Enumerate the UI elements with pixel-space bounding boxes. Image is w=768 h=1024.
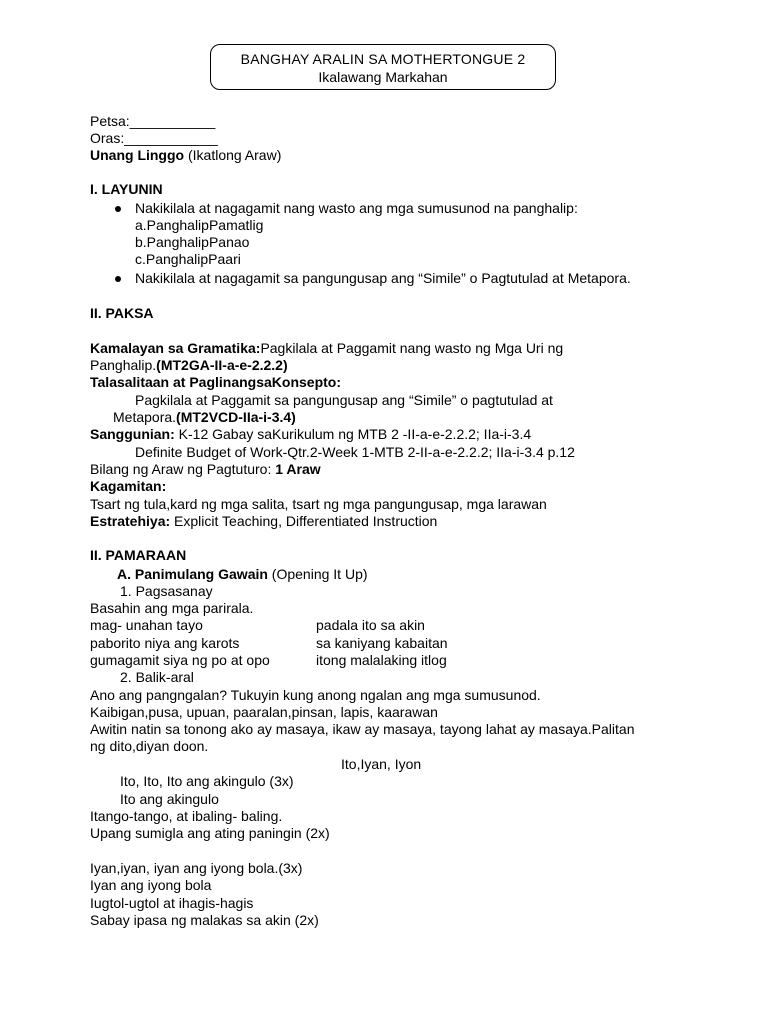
song-line: Iyan ang iyong bola xyxy=(90,877,212,893)
bullet-icon xyxy=(115,206,121,212)
estratehiya-label: Estratehiya: xyxy=(90,513,171,529)
layunin-item-2: Nakikilala at nagagamit sa pangungusap ang “Simile” o Pagtutulad at Metapora. xyxy=(135,270,631,286)
song-line: Ito ang akingulo xyxy=(120,791,219,807)
kamalayan-text: Pagkilala at Paggamit nang wasto ng Mga Uri ng xyxy=(260,340,564,356)
layunin-sub-a: a.PanghalipPamatlig xyxy=(135,217,264,233)
kamalayan-code: (MT2GA-II-a-e-2.2.2) xyxy=(156,357,288,373)
step-1: 1. Pagsasanay xyxy=(120,583,213,599)
paksa-heading: II. PAKSA xyxy=(90,305,154,321)
layunin-heading: I. LAYUNIN xyxy=(90,181,163,197)
kamalayan-label: Kamalayan sa Gramatika: xyxy=(90,340,261,356)
panimulang-rest: (Opening It Up) xyxy=(267,566,368,582)
oras-line: Oras:____________ xyxy=(90,130,218,146)
kamalayan-text-2: Panghalip. xyxy=(90,357,157,373)
week-rest: (Ikatlong Araw) xyxy=(184,147,282,163)
talasalitaan-text: Pagkilala at Paggamit sa pangungusap ang “Simile” o pagtutulad at xyxy=(135,392,553,408)
song-line: Upang sumigla ang ating paningin (2x) xyxy=(90,825,330,841)
sanggunian-label: Sanggunian: xyxy=(90,426,175,442)
balik-aral-q4: ng dito,diyan doon. xyxy=(90,738,209,754)
layunin-sub-b: b.PanghalipPanao xyxy=(135,234,250,250)
panimulang-label: A. Panimulang Gawain xyxy=(117,566,268,582)
sanggunian-text: K-12 Gabay saKurikulum ng MTB 2 -II-a-e-2.2.2; IIa-i-3.4 xyxy=(174,426,532,442)
panimulang-line xyxy=(117,566,368,583)
song-line: Itango-tango, at ibaling- baling. xyxy=(90,808,283,824)
week-line xyxy=(90,147,281,164)
kagamitan-label: Kagamitan: xyxy=(90,478,167,494)
song-line: Sabay ipasa ng malakas sa akin (2x) xyxy=(90,912,319,928)
estratehiya-line xyxy=(90,513,437,530)
bullet-icon xyxy=(115,276,121,282)
week-bold: Unang Linggo xyxy=(90,147,185,163)
song-line: Ito, Ito, Ito ang akingulo (3x) xyxy=(120,773,294,789)
document-subtitle: Ikalawang Markahan xyxy=(318,69,448,85)
phrase-left: mag- unahan tayo xyxy=(90,617,203,633)
layunin-item-1: Nakikilala at nagagamit nang wasto ang mga sumusunod na panghalip: xyxy=(135,200,578,216)
talasalitaan-label: Talasalitaan at PaglinangsaKonsepto: xyxy=(90,374,342,390)
document-title: BANGHAY ARALIN SA MOTHERTONGUE 2 xyxy=(240,51,526,67)
step-2: 2. Balik-aral xyxy=(120,669,194,685)
basahin-line: Basahin ang mga parirala. xyxy=(90,600,254,616)
bilang-value: 1 Araw xyxy=(275,461,321,477)
talasalitaan-code: (MT2VCD-IIa-i-3.4) xyxy=(176,409,296,425)
song-title: Ito,Iyan, Iyon xyxy=(341,756,422,772)
song-line: Iugtol-ugtol at ihagis-hagis xyxy=(90,895,254,911)
balik-aral-q2: Kaibigan,pusa, upuan, paaralan,pinsan, lapis, kaarawan xyxy=(90,704,438,720)
kagamitan-text: Tsart ng tula,kard ng mga salita, tsart ng mga pangungusap, mga larawan xyxy=(90,496,547,512)
title-box xyxy=(210,44,556,90)
kamalayan-line xyxy=(90,340,563,357)
balik-aral-q3: Awitin natin sa tonong ako ay masaya, ikaw ay masaya, tayong lahat ay masaya.Palitan xyxy=(90,721,635,737)
phrase-left: gumagamit siya ng po at opo xyxy=(90,652,270,668)
phrase-left: paborito niya ang karots xyxy=(90,635,240,651)
talasalitaan-line-2 xyxy=(113,409,296,426)
layunin-sub-c: c.PanghalipPaari xyxy=(135,251,241,267)
phrase-right: itong malalaking itlog xyxy=(316,652,447,668)
pamaraan-heading: II. PAMARAAN xyxy=(90,547,187,563)
kamalayan-line-2 xyxy=(90,357,288,374)
estratehiya-text: Explicit Teaching, Differentiated Instruction xyxy=(170,513,438,529)
sanggunian-text-2: Definite Budget of Work-Qtr.2-Week 1-MTB 2-II-a-e-2.2.2; IIa-i-3.4 p.12 xyxy=(135,444,575,460)
phrase-right: padala ito sa akin xyxy=(316,617,425,633)
phrase-right: sa kaniyang kabaitan xyxy=(316,635,448,651)
bilang-line xyxy=(90,461,321,478)
balik-aral-q1: Ano ang pangngalan? Tukuyin kung anong ngalan ang mga sumusunod. xyxy=(90,687,541,703)
petsa-line: Petsa:___________ xyxy=(90,113,216,129)
talasalitaan-text-2: Metapora. xyxy=(113,409,177,425)
song-line: Iyan,iyan, iyan ang iyong bola.(3x) xyxy=(90,860,303,876)
sanggunian-line xyxy=(90,426,531,443)
bilang-text: Bilang ng Araw ng Pagtuturo: xyxy=(90,461,276,477)
